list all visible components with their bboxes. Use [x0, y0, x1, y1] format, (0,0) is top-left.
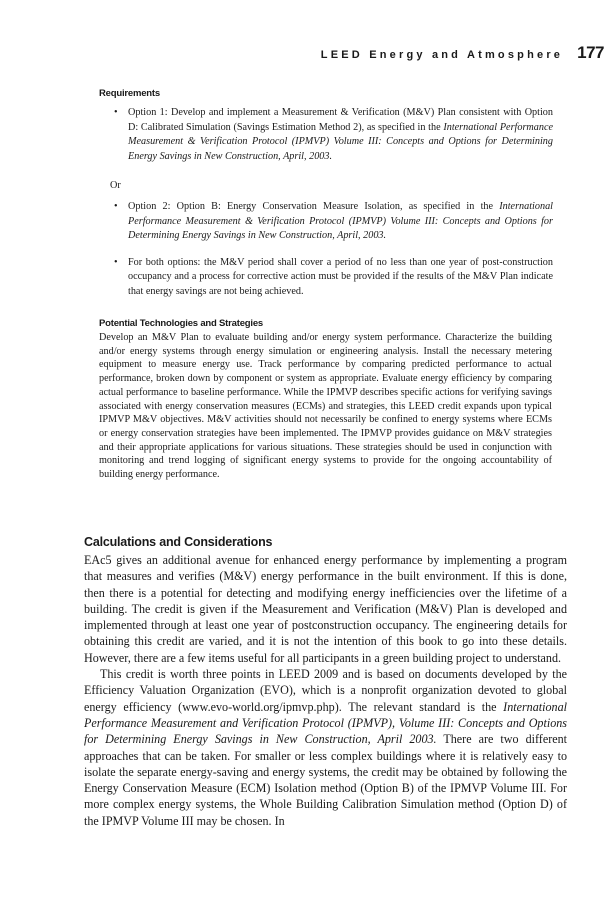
ipmvp-reference: International Performance Measurement and Verification Protocol (IPMVP), Volume III: Concepts and Options for Determining Energy Savings in New Construction, April 2003. — [84, 699, 567, 747]
page-number: 177 — [577, 43, 604, 62]
option-1-reference: International Performance Measurement & Verification Protocol (IPMVP) Volume III: Concepts and Options for Determining Energy Savings in New Construction, April, 2003. — [128, 121, 554, 162]
potential-strategies-body: Develop an M&V Plan to evaluate building and/or energy system performance. Characterize the building and/or energy systems through energy simulation or engineering analysis. Install the necessary metering equipment to measure energy use. Track performance by comparing predicted performance to actual performance, broken down by component or system as appropriate. Evaluate energy efficiency by comparing actual performance to baseline performance. While the IPMVP describes specific actions for verifying savings associated with energy conservation measures (ECMs) and strategies, this LEED credit expands upon typical IPMVP M&V objectives. M&V activities should not necessarily be confined to energy systems where ECMs or energy conservation strategies have been implemented. The IPMVP provides guidance on M&V strategies and their appropriate applications for various situations. These strategies should be used in conjunction with monitoring and trend logging of significant energy systems to provide for the ongoing accountability of building energy performance. — [99, 332, 552, 481]
bullet-icon: • — [114, 256, 118, 268]
option-1-item — [113, 106, 553, 164]
calculations-heading: Calculations and Considerations — [84, 535, 273, 549]
requirements-list-b — [113, 200, 553, 300]
option-2-text: Option 2: Option B: Energy Conservation Measure Isolation, as specified in the — [128, 201, 500, 212]
calculations-paragraph-2 — [84, 666, 567, 829]
paragraph-2-text: This credit is worth three points in LEED 2009 and is based on documents developed by the Efficiency Valuation Organization (EVO), which is a nonprofit organization devoted to global energy efficiency (www.evo-world.org/ipmvp.php). The relevant standard is the — [84, 667, 567, 714]
calculations-body — [84, 552, 567, 829]
potential-strategies-heading: Potential Technologies and Strategies — [99, 318, 263, 329]
or-separator: Or — [110, 180, 121, 191]
running-title: LEED Energy and Atmosphere — [320, 49, 564, 61]
paragraph-2-continued: There are two different approaches that can be taken. For smaller or less complex buildings where it is relatively easy to isolate the separate energy-saving and energy systems, the credit may be obtained by following the Energy Conservation Measure (ECM) Isolation method (Option B) of the IPMVP Volume III. For more complex energy systems, the Whole Building Calibration Simulation method (Option D) of the IPMVP Volume III may be chosen. In — [84, 732, 567, 828]
requirements-list-a — [113, 106, 553, 164]
option-1-text: Option 1: Develop and implement a Measurement & Verification (M&V) Plan consistent with Option D: Calibrated Simulation (Savings Estimation Method 2), as specified in the — [128, 107, 553, 133]
calculations-paragraph-1: EAc5 gives an additional avenue for enhanced energy performance by implementing a program that measures and verifies (M&V) energy performance in the built environment. If this is done, then there is a potential for detecting and modifying energy inefficiencies over the lifetime of a building. The credit is given if the Measurement and Verification (M&V) Plan is developed and implemented through at least one year of postconstruction occupancy. The engineering details for obtaining this credit are varied, and it is not the intention of this book to go into these details. However, there are a few items useful for all participants in a green building project to understand. — [84, 553, 567, 665]
option-2-reference: International Performance Measurement & Verification Protocol (IPMVP) Volume III: Concepts and Options for Determining Energy Savings in New Construction, April, 2003. — [128, 201, 553, 242]
both-options-text: For both options: the M&V period shall cover a period of no less than one year of post-construction occupancy and a process for corrective action must be provided if the results of the M&V Plan indicate that energy savings are not being achieved. — [128, 256, 553, 297]
option-2-item — [113, 200, 553, 244]
running-head — [321, 43, 604, 63]
requirements-heading: Requirements — [99, 88, 160, 99]
bullet-icon: • — [114, 107, 118, 118]
both-options-item — [113, 256, 553, 300]
bullet-icon: • — [114, 201, 118, 212]
